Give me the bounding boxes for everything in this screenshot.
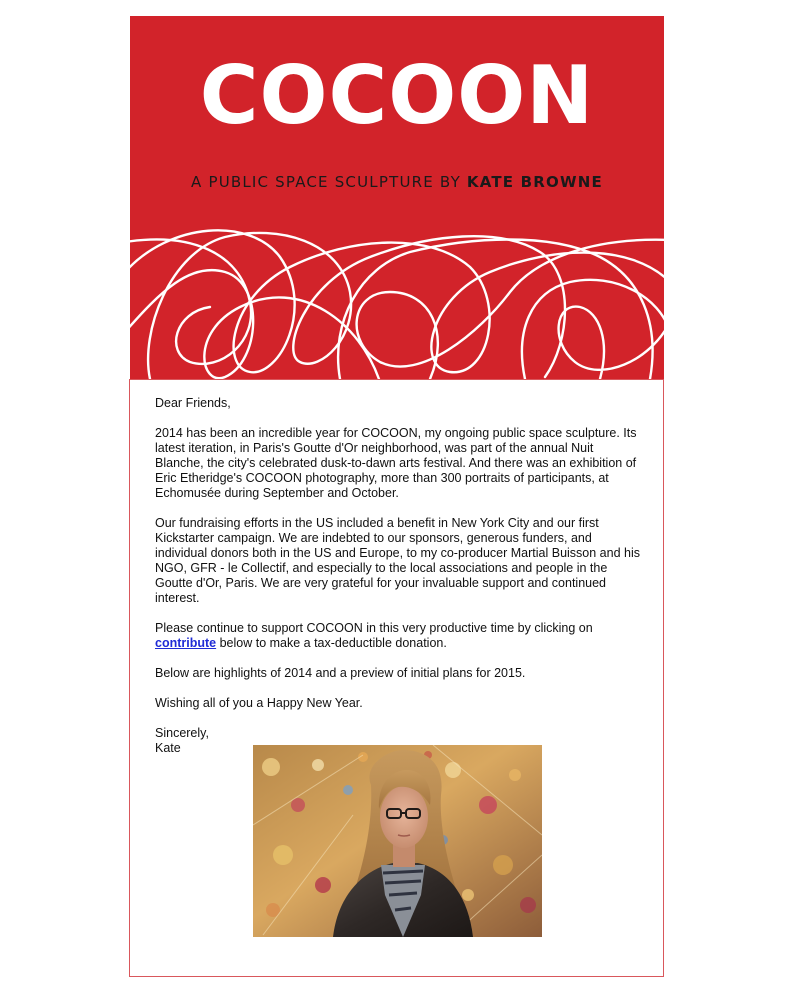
letter-greeting: Dear Friends,: [155, 396, 231, 410]
scribble-line-graphic: [130, 212, 664, 379]
banner-artist-name: KATE BROWNE: [466, 173, 603, 191]
support-text-after: below to make a tax-deductible donation.: [219, 636, 447, 650]
header-banner: [130, 16, 664, 379]
letter-paragraph-intro: 2014 has been an incredible year for COCOON, my ongoing public space sculpture. Its latest iteration, in Paris's Goutte d'Or neighborhood, was part of the annual Nuit Blanche, the city's celebrated dusk-to-dawn arts festival. And there was an exhibition of Eric Etheridge's COCOON photography, more than 300 portraits of participants, at Echomusée during September and October.: [155, 426, 637, 500]
contribute-link[interactable]: contribute: [155, 636, 217, 650]
letter-box: [129, 379, 664, 977]
portrait-photo: [253, 745, 542, 937]
letter-signature: Kate: [155, 741, 181, 755]
letter-paragraph-highlights: Below are highlights of 2014 and a preview of initial plans for 2015.: [155, 666, 526, 680]
letter-paragraph-support: [155, 621, 643, 651]
support-text-before: Please continue to support COCOON in this very productive time by clicking on: [155, 621, 593, 635]
banner-subtitle: [130, 172, 664, 192]
banner-title: COCOON: [199, 49, 595, 142]
letter-body: [155, 396, 643, 771]
letter-closing: Sincerely,: [155, 726, 209, 740]
banner-subtitle-lead: A PUBLIC SPACE SCULPTURE BY: [191, 173, 461, 191]
letter-paragraph-fundraising: Our fundraising efforts in the US included a benefit in New York City and our first Kickstarter campaign. We are indebted to our sponsors, generous funders, and individual donors both in the US and Europe, to my co-producer Martial Buisson and his NGO, GFR - le Collectif, and especially to the local associations and people in the Goutte d'Or, Paris. We are very grateful for your invaluable support and continued interest.: [155, 516, 640, 605]
letter-paragraph-wishes: Wishing all of you a Happy New Year.: [155, 696, 363, 710]
